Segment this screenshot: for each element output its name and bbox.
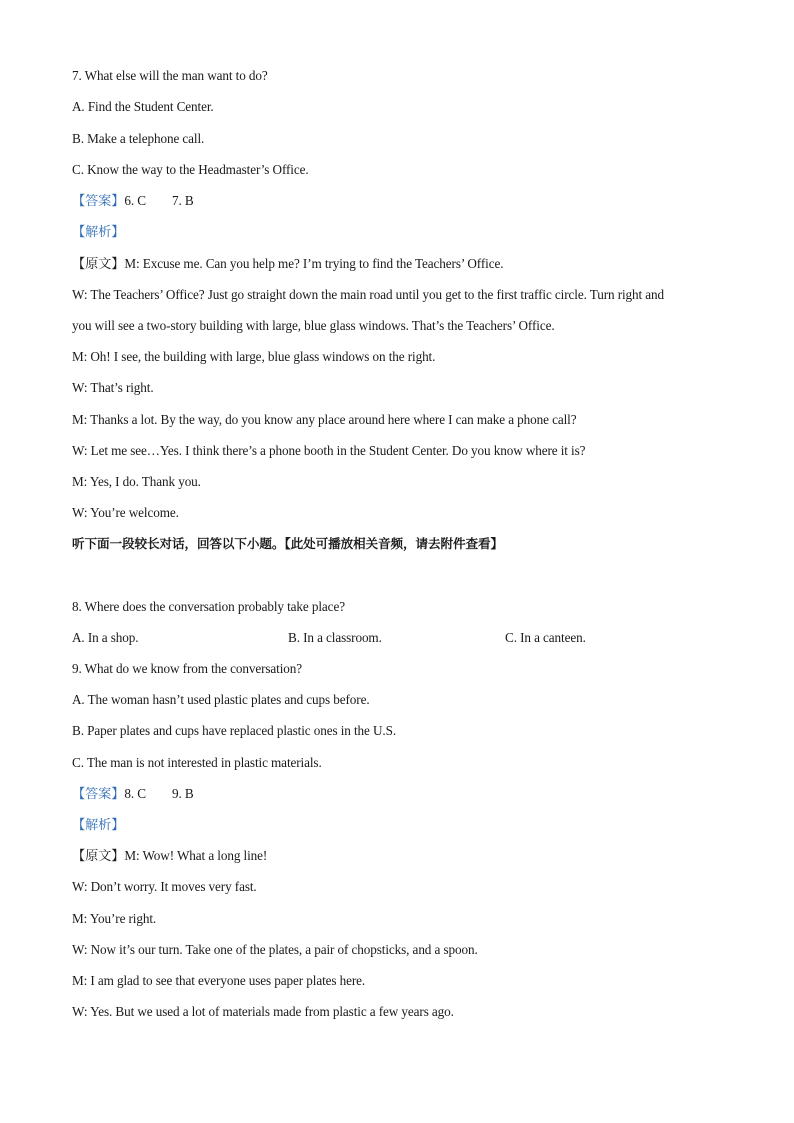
dialogue-1-line-7: W: Let me see…Yes. I think there’s a phone booth in the Student Center. Do you know where it is? xyxy=(72,443,586,458)
q9-option-a: A. The woman hasn’t used plastic plates and cups before. xyxy=(72,692,370,707)
dialogue-1-line-9: W: You’re welcome. xyxy=(72,505,179,520)
q8-option-a: A. In a shop. xyxy=(72,630,139,645)
dialogue-1-line-6: M: Thanks a lot. By the way, do you know any place around here where I can make a phone call? xyxy=(72,412,577,427)
answer-line-2 xyxy=(72,785,194,803)
dialogue-1-line-5: W: That’s right. xyxy=(72,380,154,395)
answer-line-1 xyxy=(72,192,194,210)
q7-option-b: B. Make a telephone call. xyxy=(72,131,205,146)
q9-option-b: B. Paper plates and cups have replaced plastic ones in the U.S. xyxy=(72,723,397,738)
question-9: 9. What do we know from the conversation? xyxy=(72,661,303,676)
answer-7: 7. B xyxy=(171,193,194,208)
answer-6: 6. C xyxy=(124,193,146,208)
answer-8: 8. C xyxy=(124,786,146,801)
dialogue-2-line-6: W: Yes. But we used a lot of materials made from plastic a few years ago. xyxy=(72,1004,454,1019)
answer-tag: 【答案】 xyxy=(72,786,125,801)
dialogue-2-line-4: W: Now it’s our turn. Take one of the plates, a pair of chopsticks, and a spoon. xyxy=(72,942,478,957)
original-tag: 【原文】 xyxy=(72,256,125,271)
q8-option-b: B. In a classroom. xyxy=(288,630,382,645)
listening-instruction: 听下面一段较长对话，回答以下小题。【此处可播放相关音频，请去附件查看】 xyxy=(72,536,503,551)
original-tag: 【原文】 xyxy=(72,848,125,863)
dialogue-1-line-8: M: Yes, I do. Thank you. xyxy=(72,474,201,489)
analysis-tag-2: 【解析】 xyxy=(72,817,125,832)
dialogue-1-line-4: M: Oh! I see, the building with large, blue glass windows on the right. xyxy=(72,349,436,364)
q8-option-c: C. In a canteen. xyxy=(505,630,586,645)
dialogue-2-line-3: M: You’re right. xyxy=(72,911,157,926)
answer-9: 9. B xyxy=(171,786,194,801)
dialogue-2-line-5: M: I am glad to see that everyone uses paper plates here. xyxy=(72,973,366,988)
dialogue-1-line-2: W: The Teachers’ Office? Just go straight down the main road until you get to the first traffic circle. Turn right and xyxy=(72,287,665,302)
q7-option-c: C. Know the way to the Headmaster’s Office. xyxy=(72,162,309,177)
analysis-tag-1: 【解析】 xyxy=(72,224,125,239)
dialogue-1-line-1: 【原文】M: Excuse me. Can you help me? I’m trying to find the Teachers’ Office. xyxy=(72,256,504,271)
dialogue-2-line-1: 【原文】M: Wow! What a long line! xyxy=(72,848,268,863)
dialogue-2-line-2: W: Don’t worry. It moves very fast. xyxy=(72,879,257,894)
q9-option-c: C. The man is not interested in plastic materials. xyxy=(72,755,322,770)
q7-option-a: A. Find the Student Center. xyxy=(72,99,214,114)
question-8: 8. Where does the conversation probably take place? xyxy=(72,599,345,614)
dialogue-1-line-3: you will see a two-story building with large, blue glass windows. That’s the Teachers’ Office. xyxy=(72,318,555,333)
question-7: 7. What else will the man want to do? xyxy=(72,68,268,83)
answer-tag: 【答案】 xyxy=(72,193,125,208)
